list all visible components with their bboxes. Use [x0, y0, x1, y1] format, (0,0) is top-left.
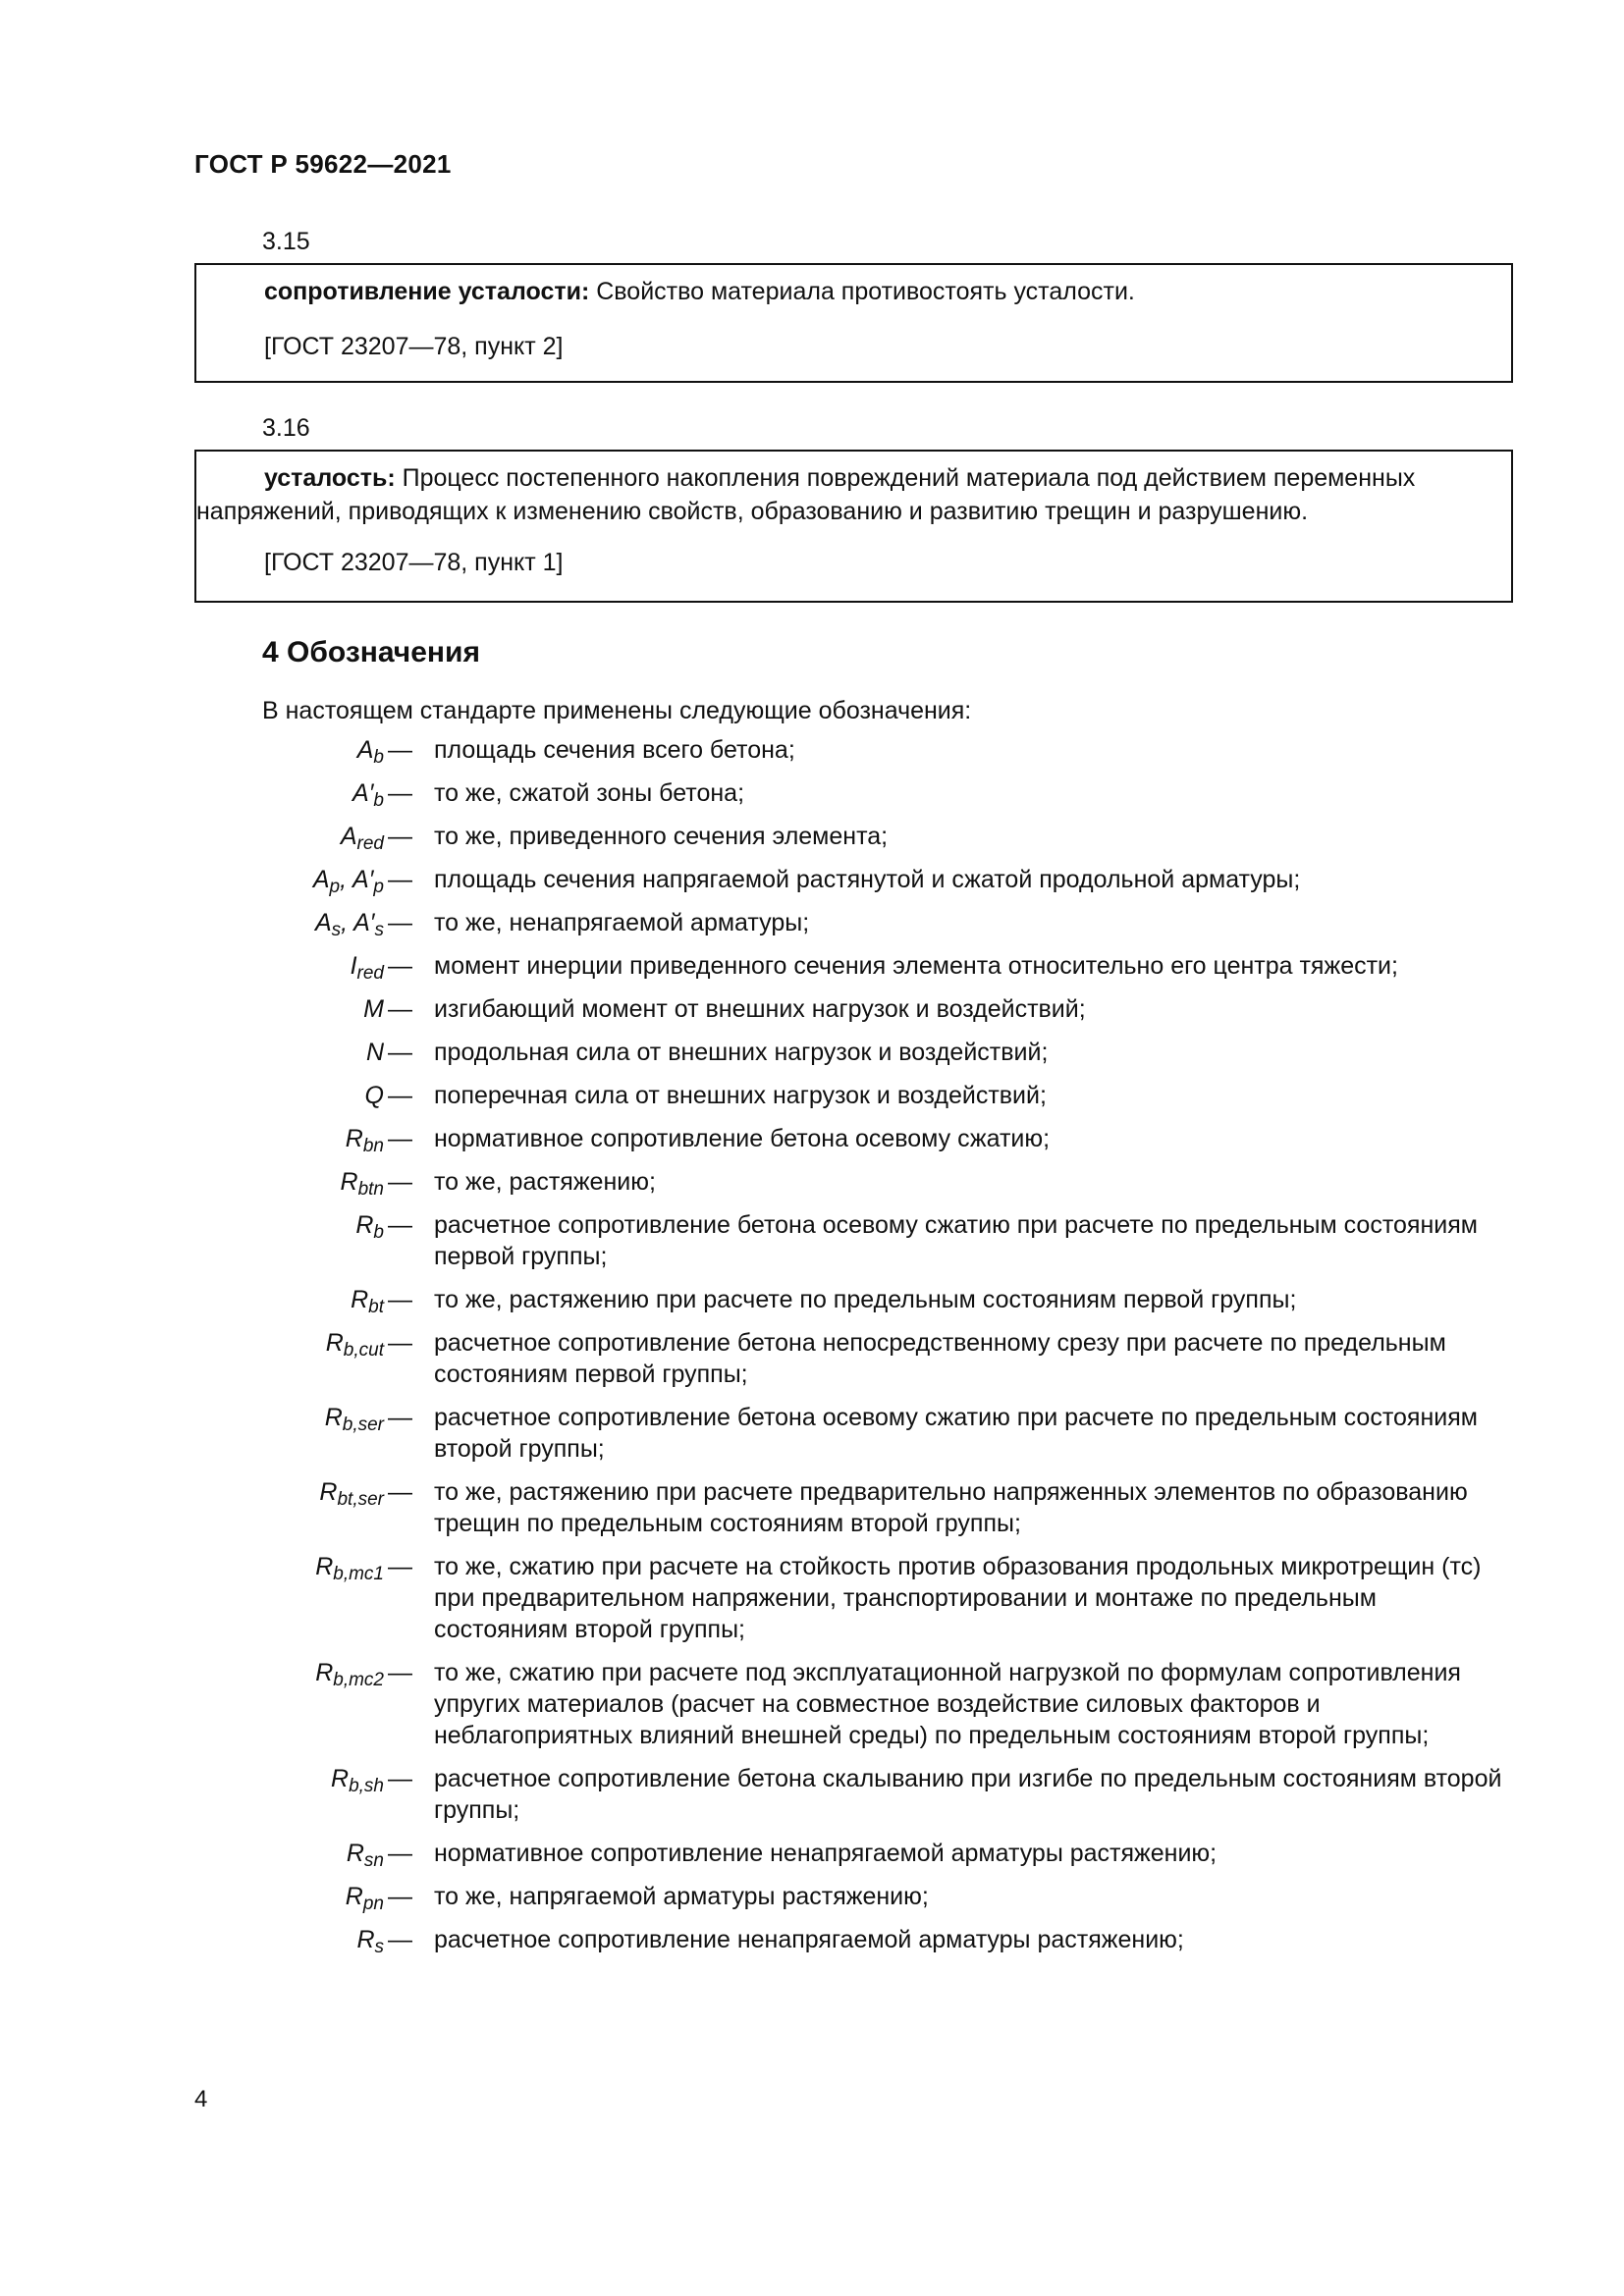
- symbol-subscript: red: [356, 963, 384, 984]
- symbol: [0, 993, 412, 1025]
- symbols-list: [0, 734, 1624, 1967]
- symbol-dash: —: [388, 952, 412, 980]
- symbol-row: [0, 1881, 1624, 1912]
- symbol-dash: —: [388, 1082, 412, 1109]
- term-number-3-15: 3.15: [262, 228, 310, 255]
- symbol-row: [0, 1080, 1624, 1111]
- term-name: сопротивление усталости:: [264, 278, 590, 305]
- symbol: [0, 734, 412, 766]
- term-definition: [196, 275, 1511, 308]
- symbol-description: то же, приведенного сечения элемента;: [434, 823, 889, 850]
- symbol-dash: —: [388, 1840, 412, 1867]
- symbol-subscript: bn: [362, 1136, 384, 1156]
- symbol-name: [340, 1168, 384, 1200]
- symbol: [0, 1284, 412, 1315]
- symbol-row: [0, 1551, 1624, 1645]
- symbol: [0, 1123, 412, 1154]
- symbol-main: R: [340, 1168, 358, 1196]
- symbol-row: [0, 1284, 1624, 1315]
- symbol-dash: —: [388, 1926, 412, 1953]
- symbol-subscript: s: [331, 920, 342, 940]
- symbol-subscript: b,ser: [342, 1415, 384, 1435]
- symbol-subscript: bt,ser: [337, 1489, 384, 1510]
- symbol-dash: —: [388, 1286, 412, 1313]
- symbol-description: то же, растяжению при расчете по предельным состояниям первой группы;: [434, 1286, 1297, 1313]
- symbol: [0, 1838, 412, 1869]
- symbol-row: [0, 1209, 1624, 1272]
- symbol-subscript: p: [373, 877, 384, 897]
- symbol: [0, 907, 412, 938]
- symbol-dash: —: [388, 1765, 412, 1792]
- symbol-main: R: [345, 1125, 363, 1152]
- symbol-dash: —: [388, 909, 412, 936]
- symbol-dash: —: [388, 1125, 412, 1152]
- term-number-3-16: 3.16: [262, 414, 310, 442]
- term-box-3-15: [194, 263, 1513, 383]
- symbol-subscript: b,sh: [349, 1776, 384, 1796]
- symbol-subscript: bt: [368, 1297, 384, 1317]
- symbol-row: [0, 1402, 1624, 1465]
- symbol-dash: —: [388, 866, 412, 893]
- symbol: [0, 864, 412, 895]
- symbol-dash: —: [388, 1168, 412, 1196]
- symbol-description: изгибающий момент от внешних нагрузок и воздействий;: [434, 995, 1086, 1023]
- symbol-dash: —: [388, 1478, 412, 1506]
- symbol-description: то же, растяжению;: [434, 1168, 656, 1196]
- symbol-description: площадь сечения всего бетона;: [434, 736, 795, 764]
- symbol-main: A′: [352, 866, 374, 893]
- symbol-name: $A_p$, $A'_p$: [312, 866, 384, 897]
- symbol-name: [345, 1125, 384, 1156]
- symbol-main: A: [312, 866, 330, 893]
- symbol: [0, 1209, 412, 1241]
- symbol-name: [340, 823, 384, 854]
- symbol: [0, 821, 412, 852]
- symbol-main: R: [355, 1211, 374, 1239]
- symbol-name: [325, 1329, 384, 1361]
- symbol-description: то же, сжатой зоны бетона;: [434, 779, 745, 807]
- term-definition: [196, 461, 1511, 528]
- symbol-main: A: [340, 823, 357, 850]
- symbol-dash: —: [388, 1659, 412, 1686]
- symbol-description: расчетное сопротивление бетона скалыванию при изгибе по предельным состояниям второй группы;: [434, 1765, 1502, 1824]
- symbol-dash: —: [388, 1404, 412, 1431]
- symbol-description: нормативное сопротивление ненапрягаемой арматуры растяжению;: [434, 1840, 1218, 1867]
- symbol-main: R: [356, 1926, 375, 1953]
- symbol-name: [331, 1765, 384, 1796]
- symbol-description: то же, сжатию при расчете под эксплуатационной нагрузкой по формулам сопротивления упругих материалов (расчет на совместное воздействие силовых факторов и неблагоприятных влияний внешней среды) по предельным состояниям второй группы;: [434, 1659, 1461, 1749]
- symbol-main: N: [365, 1039, 384, 1066]
- symbol-main: R: [351, 1286, 369, 1313]
- symbol-subscript: s: [374, 1937, 384, 1957]
- term-text: Процесс постепенного накопления повреждений материала под действием переменных напряжений, приводящих к изменению свойств, образованию и развитию трещин и разрушению.: [196, 464, 1416, 525]
- symbol: [0, 1402, 412, 1433]
- symbol-name: [352, 779, 384, 811]
- symbol-dash: —: [388, 736, 412, 764]
- symbol-main: A: [356, 736, 374, 764]
- symbol-main: A′: [353, 909, 375, 936]
- symbol-dash: —: [388, 1883, 412, 1910]
- symbol-row: [0, 1657, 1624, 1751]
- symbol-name: [350, 952, 384, 984]
- symbol-main: R: [345, 1883, 363, 1910]
- symbol-row: [0, 907, 1624, 938]
- symbol-name: [355, 1211, 384, 1243]
- section-intro: В настоящем стандарте применены следующие обозначения:: [262, 697, 972, 724]
- symbol-description: расчетное сопротивление бетона осевому сжатию при расчете по предельным состояниям второй группы;: [434, 1404, 1478, 1463]
- symbol-description: нормативное сопротивление бетона осевому сжатию;: [434, 1125, 1051, 1152]
- symbol-subscript: b: [373, 1222, 384, 1243]
- symbol-description: расчетное сопротивление бетона осевому сжатию при расчете по предельным состояниям первой группы;: [434, 1211, 1478, 1270]
- symbol-main: R: [324, 1404, 343, 1431]
- symbol-row: [0, 1924, 1624, 1955]
- symbol-main: A′: [352, 779, 374, 807]
- section-title: 4 Обозначения: [262, 636, 480, 668]
- symbol-row: [0, 1166, 1624, 1198]
- symbol-dash: —: [388, 995, 412, 1023]
- symbol-dash: —: [388, 1329, 412, 1357]
- symbol-description: поперечная сила от внешних нагрузок и воздействий;: [434, 1082, 1047, 1109]
- symbol-subscript: pn: [362, 1894, 384, 1914]
- symbol-subscript: red: [356, 833, 384, 854]
- symbol-description: то же, напрягаемой арматуры растяжению;: [434, 1883, 929, 1910]
- symbol-row: [0, 1838, 1624, 1869]
- symbol-row: [0, 1476, 1624, 1539]
- symbol-description: то же, сжатию при расчете на стойкость против образования продольных микротрещин (тс) при предварительном напряжении, транспортировании и монтаже по предельным состояниям второй группы;: [434, 1553, 1482, 1643]
- symbol-row: [0, 950, 1624, 982]
- symbol-name: [366, 1039, 384, 1066]
- symbol: [0, 1476, 412, 1508]
- symbol-name: [315, 1553, 384, 1584]
- symbol-subscript: b,cut: [343, 1340, 384, 1361]
- symbol-name: $A_s$, $A'_s$: [314, 909, 384, 940]
- symbol-row: [0, 864, 1624, 895]
- symbol-subscript: b,mc1: [333, 1564, 384, 1584]
- symbol-main: A: [314, 909, 332, 936]
- symbol: [0, 1881, 412, 1912]
- symbol-subscript: b: [373, 747, 384, 768]
- symbol-dash: —: [388, 1211, 412, 1239]
- symbol-row: [0, 1327, 1624, 1390]
- symbol-row: [0, 821, 1624, 852]
- symbol-row: [0, 993, 1624, 1025]
- document-header: ГОСТ Р 59622—2021: [194, 149, 452, 179]
- symbol-main: R: [315, 1659, 334, 1686]
- symbol-description: то же, растяжению при расчете предварительно напряженных элементов по образованию трещин по предельным состояниям второй группы;: [434, 1478, 1468, 1537]
- symbol: [0, 1924, 412, 1955]
- symbol-description: момент инерции приведенного сечения элемента относительно его центра тяжести;: [434, 952, 1398, 980]
- symbol-description: расчетное сопротивление ненапрягаемой арматуры растяжению;: [434, 1926, 1184, 1953]
- symbol-row: [0, 777, 1624, 809]
- symbol: [0, 1037, 412, 1068]
- term-name: усталость:: [264, 464, 396, 492]
- symbol: [0, 1551, 412, 1582]
- page-number: 4: [194, 2086, 208, 2112]
- symbol-name: [363, 995, 384, 1023]
- term-source: [ГОСТ 23207—78, пункт 2]: [264, 333, 564, 360]
- symbol-row: [0, 1037, 1624, 1068]
- symbol: [0, 777, 412, 809]
- symbol-name: [365, 1082, 384, 1109]
- term-box-3-16: [194, 450, 1513, 603]
- symbol-description: то же, ненапрягаемой арматуры;: [434, 909, 810, 936]
- symbol-description: расчетное сопротивление бетона непосредственному срезу при расчете по предельным состояниям первой группы;: [434, 1329, 1446, 1388]
- symbol: [0, 950, 412, 982]
- symbol-description: площадь сечения напрягаемой растянутой и сжатой продольной арматуры;: [434, 866, 1301, 893]
- symbol-dash: —: [388, 1553, 412, 1580]
- symbol-name: [346, 1840, 384, 1871]
- symbol: [0, 1657, 412, 1688]
- symbol: [0, 1080, 412, 1111]
- symbol-name: [324, 1404, 384, 1435]
- symbol-subscript: btn: [357, 1179, 384, 1200]
- symbol: [0, 1763, 412, 1794]
- term-text: Свойство материала противостоять усталости.: [589, 278, 1135, 305]
- symbol-row: [0, 1123, 1624, 1154]
- symbol-main: R: [331, 1765, 350, 1792]
- symbol-name: [345, 1883, 384, 1914]
- symbol-name: [315, 1659, 384, 1690]
- symbol-subscript: s: [374, 920, 384, 940]
- symbol-dash: —: [388, 1039, 412, 1066]
- symbol-main: R: [319, 1478, 338, 1506]
- symbol-subscript: b,mc2: [333, 1670, 384, 1690]
- symbol-name: [351, 1286, 384, 1317]
- symbol-main: I: [350, 952, 357, 980]
- symbol-main: R: [346, 1840, 364, 1867]
- symbol-main: R: [315, 1553, 334, 1580]
- symbol-main: M: [363, 995, 384, 1023]
- term-source: [ГОСТ 23207—78, пункт 1]: [264, 549, 564, 576]
- symbol-name: [319, 1478, 384, 1510]
- symbol-dash: —: [388, 779, 412, 807]
- symbol-row: [0, 1763, 1624, 1826]
- symbol-subscript: b: [373, 790, 384, 811]
- symbol-main: Q: [364, 1082, 384, 1109]
- symbol-name: [356, 1926, 384, 1957]
- symbol-row: [0, 734, 1624, 766]
- symbol-description: продольная сила от внешних нагрузок и воздействий;: [434, 1039, 1049, 1066]
- symbol: [0, 1166, 412, 1198]
- symbol-main: R: [325, 1329, 344, 1357]
- symbol-dash: —: [388, 823, 412, 850]
- symbol-subscript: p: [329, 877, 341, 897]
- symbol: [0, 1327, 412, 1359]
- symbol-name: [356, 736, 384, 768]
- symbol-subscript: sn: [363, 1850, 384, 1871]
